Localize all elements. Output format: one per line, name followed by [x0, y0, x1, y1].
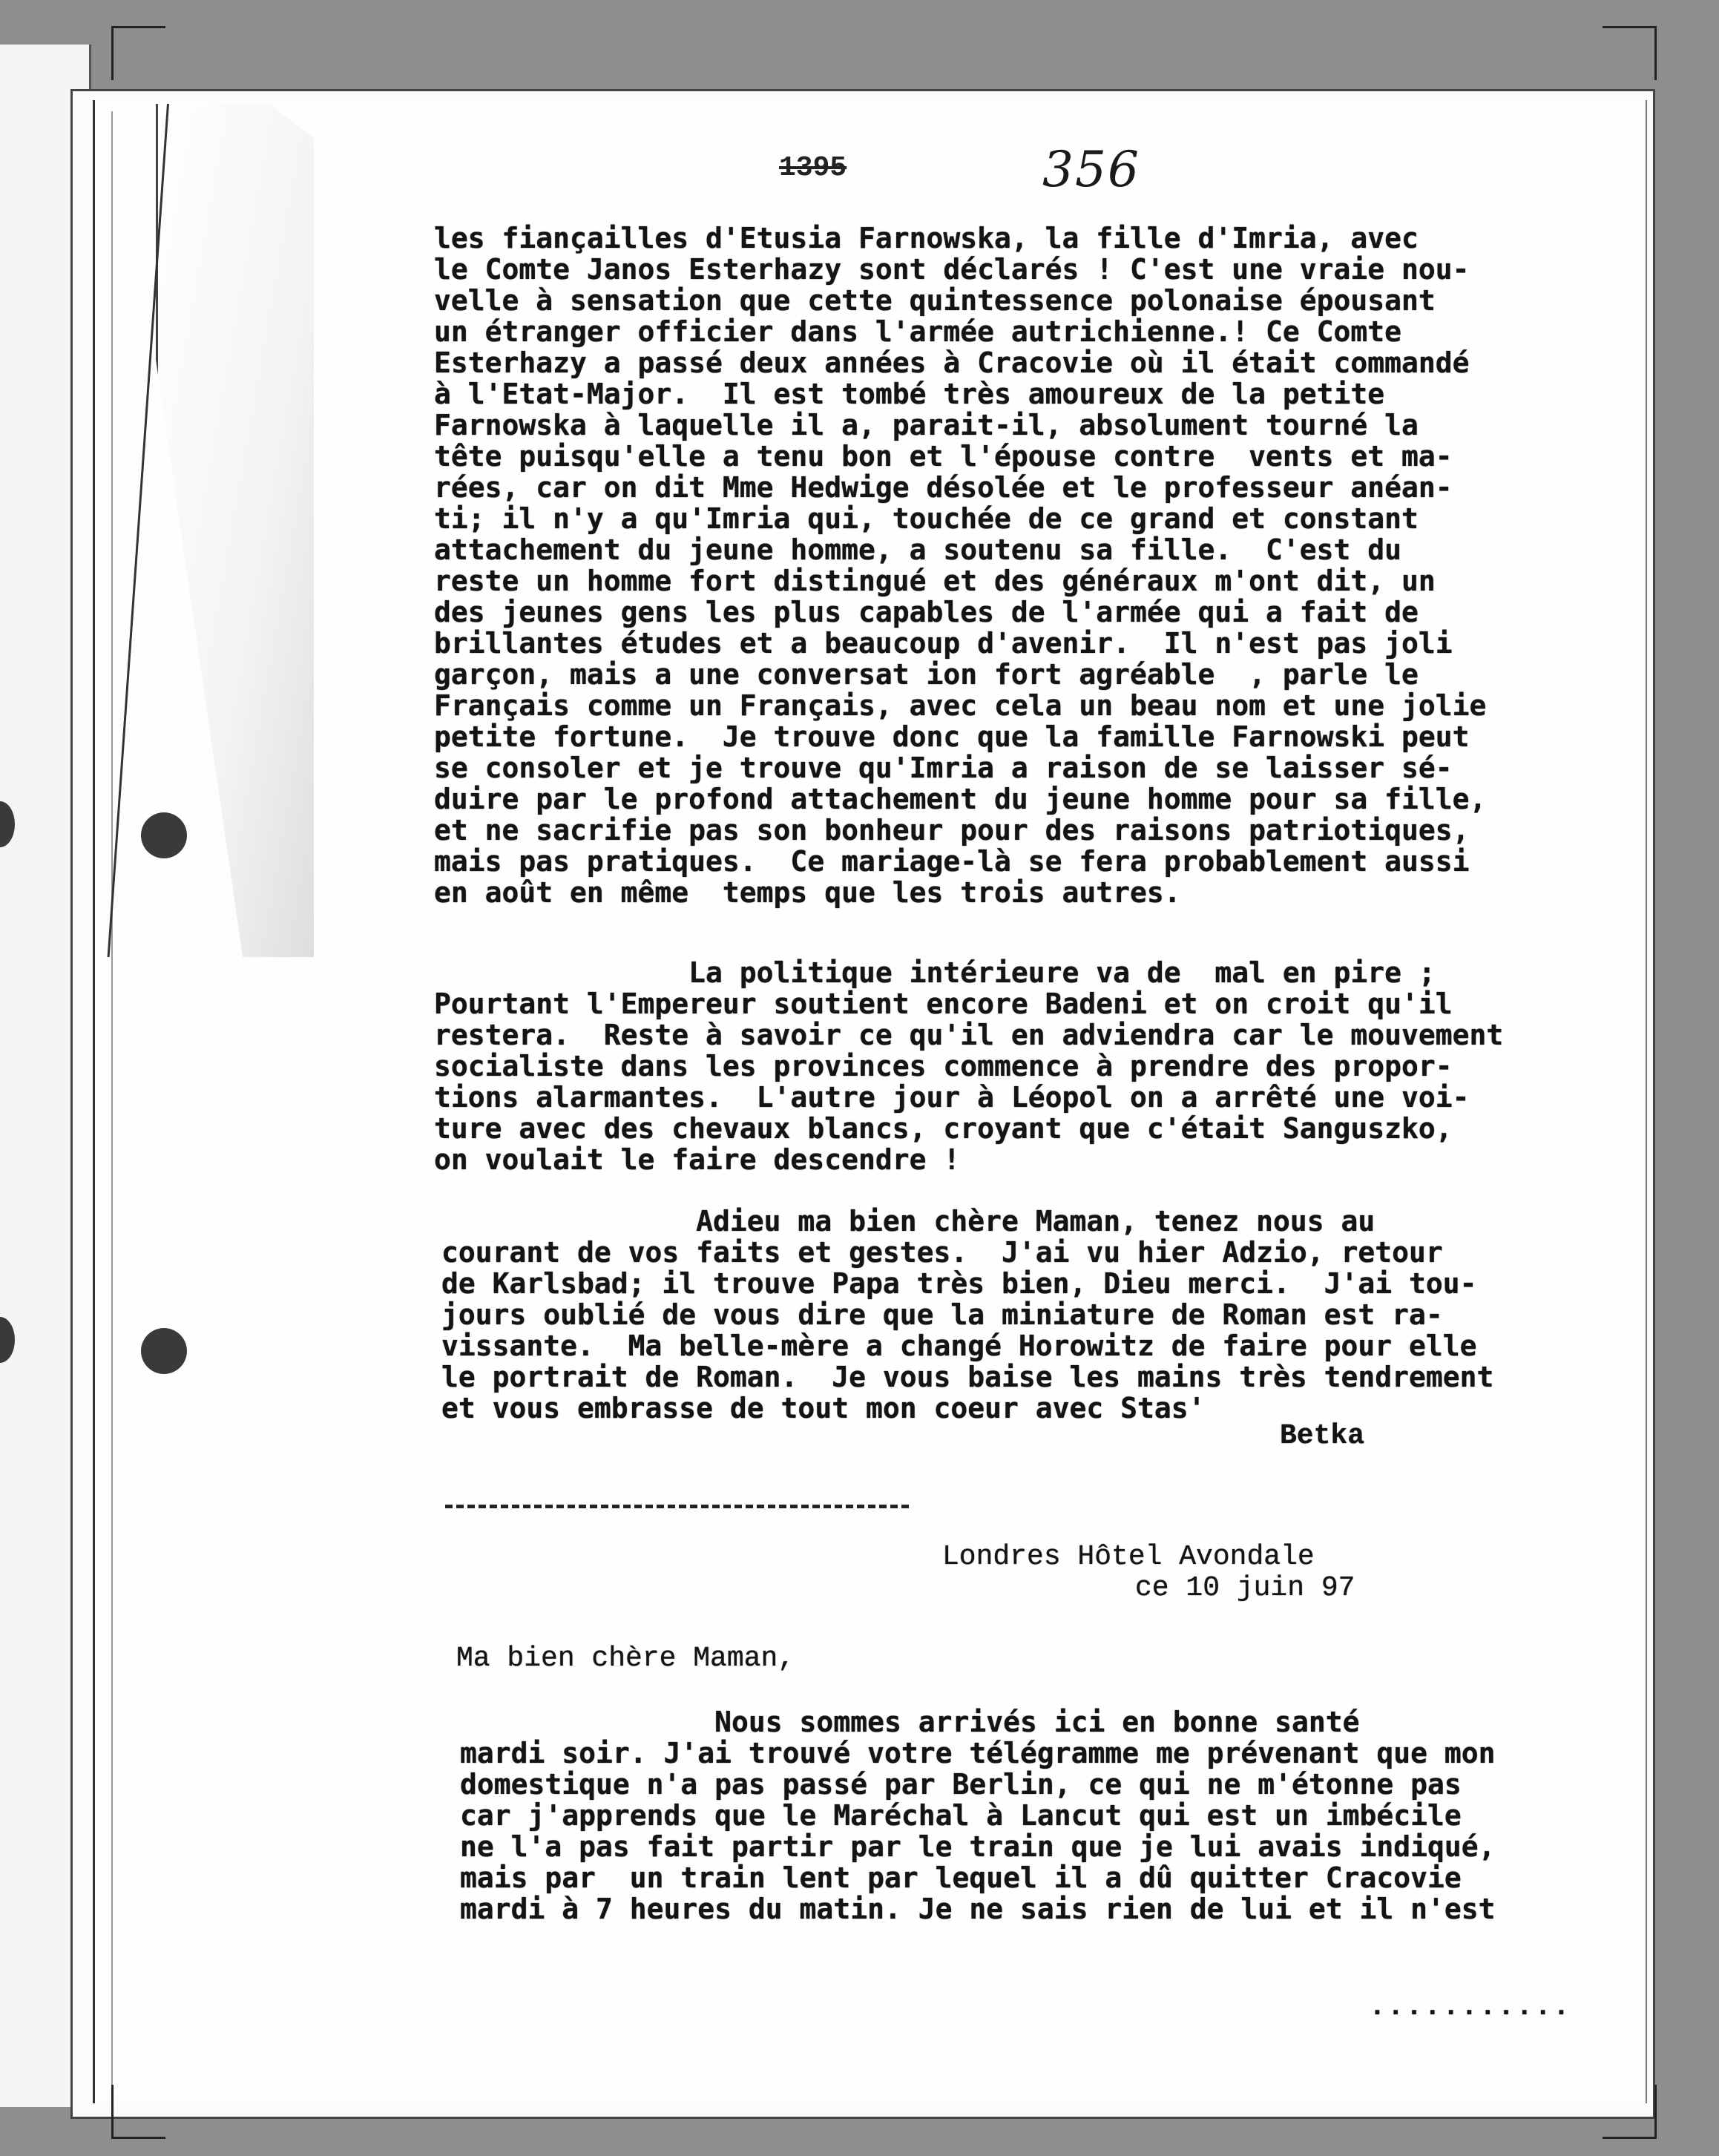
letter-2-place: Londres Hôtel Avondale	[942, 1541, 1315, 1573]
crop-mark-bottom-left	[111, 2085, 165, 2139]
letter-1-paragraph-1: les fiançailles d'Etusia Farnowska, la fille d'Imria, avec le Comte Janos Esterhazy sont déclarés ! C'est une vraie nou- velle à sensation que cette quintessence polonaise épousant un étranger officier dans l'armée autrichienne.! Ce Comte Esterhazy a passé deux années à Cracovie où il était commandé à l'Etat-Major. Il est tombé très amoureux de la petite Farnowska à laquelle il a, parait-il, absolument tourné la tête puisqu'elle a tenu bon et l'épouse contre vents et ma- rées, car on dit Mme Hedwige désolée et le professeur anéan- ti; il n'y a qu'Imria qui, touchée de ce grand et constant attachement du jeune homme, a soutenu sa fille. C'est du reste un homme fort distingué et des généraux m'ont dit, un des jeunes gens les plus capables de l'armée qui a fait de brillantes études et a beaucoup d'avenir. Il n'est pas joli garçon, mais a une conversat ion fort agréable , parle le Français comme un Français, avec cela un beau nom et une jolie petite fortune. Je trouve donc que la famille Farnowski peut se consoler et je trouve qu'Imria a raison de se laisser sé- duire par le profond attachement du jeune homme pour sa fille, et ne sacrifie pas son bonheur pour des raisons patriotiques, mais pas pratiques. Ce mariage-là se fera probablement aussi en août en même temps que les trois autres.	[434, 222, 1487, 909]
crop-mark-top-left	[111, 26, 165, 80]
letter-2-paragraph-1: Nous sommes arrivés ici en bonne santé mardi soir. J'ai trouvé votre télégramme me prévenant que mon domestique n'a pas passé par Berlin, ce qui ne m'étonne pas car j'apprends que le Maréchal à Lancut qui est un imbécile ne l'a pas fait partir par le train que je lui avais indiqué, mais par un train lent par lequel il a dû quitter Cracovie mardi à 7 heures du matin. Je ne sais rien de lui et il n'est	[460, 1706, 1496, 1925]
page-header	[779, 152, 847, 184]
crop-mark-bottom-right	[1603, 2085, 1657, 2139]
letter-1-paragraph-2: La politique intérieure va de mal en pire ; Pourtant l'Empereur soutient encore Badeni et on croit qu'il restera. Reste à savoir ce qu'il en adviendra car le mouvement socialiste dans les provinces commence à prendre des propor- tions alarmantes. L'autre jour à Léopol on a arrêté une voi- ture avec des chevaux blancs, croyant que c'était Sanguszko, on voulait le faire descendre !	[434, 956, 1504, 1176]
letter-separator-rule	[445, 1505, 909, 1508]
punch-hole	[141, 1328, 187, 1374]
letter-2-date: ce 10 juin 97	[1135, 1572, 1355, 1604]
letter-1-signature: Betka	[1280, 1420, 1365, 1452]
letter-2-salutation: Ma bien chère Maman,	[456, 1643, 795, 1674]
continuation-dots: ...........	[1369, 1991, 1571, 2023]
struck-page-number: 1395	[779, 152, 847, 184]
crop-mark-top-right	[1603, 26, 1657, 80]
letter-1-paragraph-3: Adieu ma bien chère Maman, tenez nous au courant de vos faits et gestes. J'ai vu hier Adzio, retour de Karlsbad; il trouve Papa très bien, Dieu merci. J'ai tou- jours oublié de vous dire que la miniature de Roman est ra- vissante. Ma belle-mère a changé Horowitz de faire pour elle le portrait de Roman. Je vous baise les mains très tendrement et vous embrasse de tout mon coeur avec Stas'	[441, 1205, 1494, 1424]
punch-hole	[141, 812, 187, 858]
handwritten-page-number: 356	[1042, 141, 1140, 198]
